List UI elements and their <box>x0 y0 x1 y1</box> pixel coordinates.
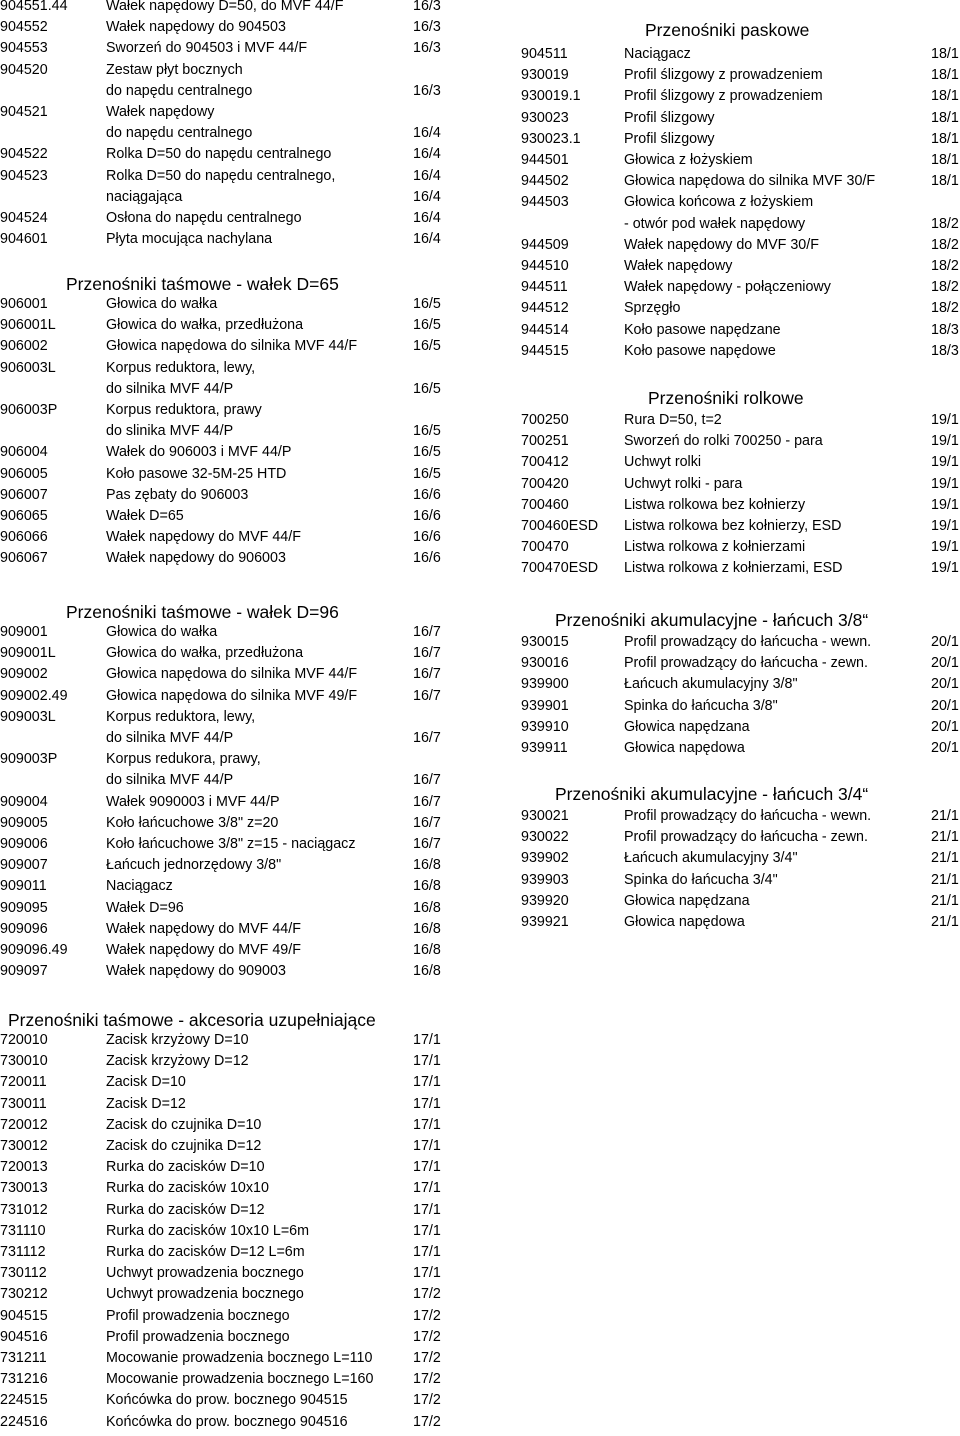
item-page-ref: 18/2 <box>931 300 959 317</box>
item-code: 731211 <box>0 1350 47 1366</box>
item-page-ref: 16/3 <box>413 40 441 57</box>
item-code: 730012 <box>0 1138 48 1154</box>
section-title: Przenośniki taśmowe - akcesoria uzupełniające <box>8 1010 376 1030</box>
item-description: Wałek napędowy - połączeniowy <box>624 279 831 296</box>
item-code: 909011 <box>0 878 47 895</box>
item-code: 944514 <box>521 321 569 338</box>
item-code: 904553 <box>0 40 48 57</box>
item-page-ref: 16/6 <box>413 550 441 567</box>
item-code: 730212 <box>0 1286 48 1303</box>
item-description: Sworzeń do rolki 700250 - para <box>624 433 823 450</box>
item-code: 939921 <box>521 914 569 930</box>
item-page-ref: 19/1 <box>931 560 959 577</box>
item-description: Listwa rolkowa z kołnierzami, ESD <box>624 560 843 577</box>
item-description: Wałek napędowy do 906003 <box>106 550 286 567</box>
item-description: Głowica napędowa do silnika MVF 44/F <box>106 338 358 355</box>
item-description: Końcówka do prow. bocznego 904516 <box>106 1413 348 1430</box>
item-description: Głowica końcowa z łożyskiem <box>624 194 814 211</box>
item-description: do silnika MVF 44/P <box>106 730 234 746</box>
item-code: 906001L <box>0 317 56 334</box>
item-description: Wałek napędowy <box>106 104 215 120</box>
item-code: 904523 <box>0 167 48 184</box>
item-description: Rura D=50, t=2 <box>624 412 722 428</box>
item-page-ref: 18/2 <box>931 236 959 253</box>
item-page-ref: 16/4 <box>413 188 441 205</box>
item-code: 904516 <box>0 1328 48 1345</box>
item-description: Profil ślizgowy <box>624 109 715 126</box>
item-page-ref: 16/3 <box>413 82 441 99</box>
item-page-ref: 17/2 <box>413 1413 441 1430</box>
item-page-ref: 16/5 <box>413 465 441 482</box>
item-code: 930015 <box>521 634 569 650</box>
item-code: 909003L <box>0 708 56 725</box>
item-code: 930019 <box>521 67 569 84</box>
item-page-ref: 16/3 <box>413 0 441 14</box>
item-description: Wałek napędowy <box>624 258 733 274</box>
item-code: 939903 <box>521 871 569 888</box>
item-description: Wałek napędowy do 909003 <box>106 963 286 980</box>
item-description: Koło pasowe napędowe <box>624 342 776 359</box>
item-description: Uchwyt prowadzenia bocznego <box>106 1286 304 1303</box>
item-code: 909004 <box>0 793 48 810</box>
item-code: 904521 <box>0 104 48 120</box>
item-code: 700412 <box>521 454 569 471</box>
item-page-ref: 17/1 <box>413 1265 441 1282</box>
item-code: 720011 <box>0 1074 47 1091</box>
item-description: Uchwyt rolki <box>624 454 702 471</box>
item-code: 700420 <box>521 475 569 492</box>
item-page-ref: 16/5 <box>413 296 441 312</box>
item-page-ref: 16/8 <box>413 878 441 895</box>
item-description: Profil prowadzenia bocznego <box>106 1307 290 1324</box>
item-page-ref: 16/7 <box>413 730 441 746</box>
item-code: 944511 <box>521 279 568 296</box>
item-page-ref: 18/3 <box>931 321 959 338</box>
item-code: 944502 <box>521 173 569 190</box>
item-description: Wałek napędowy D=50, do MVF 44/F <box>106 0 344 14</box>
item-description: Wałek 9090003 i MVF 44/P <box>106 793 280 810</box>
item-description: do silnika MVF 44/P <box>106 380 234 397</box>
item-description: Głowica napędowa <box>624 914 745 930</box>
item-page-ref: 21/1 <box>931 914 959 930</box>
item-code: 720013 <box>0 1159 48 1176</box>
section-title: Przenośniki taśmowe - wałek D=65 <box>66 274 339 294</box>
item-description: Łańcuch akumulacyjny 3/4" <box>624 850 798 867</box>
item-description: Rurka do zacisków D=10 <box>106 1159 265 1176</box>
item-description: Głowica napędowa <box>624 740 745 756</box>
item-description: Rurka do zacisków D=12 L=6m <box>106 1244 305 1260</box>
item-page-ref: 16/8 <box>413 857 441 874</box>
item-code: 939901 <box>521 697 569 714</box>
item-page-ref: 16/5 <box>413 380 441 397</box>
item-code: 909097 <box>0 963 48 980</box>
item-code: 909003P <box>0 751 58 768</box>
item-description: Profil ślizgowy z prowadzeniem <box>624 67 823 84</box>
item-description: Koło pasowe napędzane <box>624 321 781 338</box>
item-page-ref: 17/1 <box>413 1074 441 1091</box>
item-description: Uchwyt prowadzenia bocznego <box>106 1265 304 1282</box>
item-page-ref: 16/6 <box>413 529 441 546</box>
item-page-ref: 18/2 <box>931 279 959 296</box>
item-code: 730112 <box>0 1265 47 1282</box>
item-description: Łańcuch jednorzędowy 3/8" <box>106 857 282 874</box>
item-description: Profil prowadzący do łańcucha - wewn. <box>624 634 872 650</box>
item-page-ref: 16/8 <box>413 963 441 980</box>
item-page-ref: 18/1 <box>931 46 959 62</box>
item-description: Rurka do zacisków 10x10 L=6m <box>106 1222 310 1239</box>
item-code: 700470 <box>521 539 569 556</box>
item-code: 909096 <box>0 920 48 937</box>
item-code: 224516 <box>0 1413 48 1430</box>
item-code: 939900 <box>521 676 569 693</box>
item-code: 906065 <box>0 508 48 524</box>
item-page-ref: 17/1 <box>413 1095 441 1112</box>
item-description: do napędu centralnego <box>106 125 253 142</box>
item-description: Koło łańcuchowe 3/8" z=15 - naciągacz <box>106 836 356 852</box>
item-code: 700460ESD <box>521 518 599 534</box>
item-code: 930019.1 <box>521 88 581 105</box>
item-page-ref: 21/1 <box>931 829 959 846</box>
item-description: Sprzęgło <box>624 300 681 317</box>
item-code: 700470ESD <box>521 560 599 577</box>
item-code: 939920 <box>521 892 569 909</box>
section-title: Przenośniki akumulacyjne - łańcuch 3/4“ <box>555 784 869 804</box>
item-description: Głowica do wałka, przedłużona <box>106 645 304 662</box>
item-page-ref: 17/1 <box>413 1180 441 1197</box>
item-description: Zacisk krzyżowy D=12 <box>106 1053 249 1070</box>
item-page-ref: 19/1 <box>931 518 959 534</box>
item-description: Listwa rolkowa bez kołnierzy <box>624 496 806 513</box>
item-page-ref: 17/2 <box>413 1350 441 1366</box>
item-page-ref: 20/1 <box>931 697 959 714</box>
item-page-ref: 19/1 <box>931 433 959 450</box>
item-code: 731216 <box>0 1371 48 1388</box>
item-code: 909005 <box>0 814 48 831</box>
item-description: do slinika MVF 44/P <box>106 423 234 440</box>
item-page-ref: 19/1 <box>931 454 959 471</box>
item-page-ref: 17/2 <box>413 1328 441 1345</box>
item-page-ref: 17/2 <box>413 1392 441 1409</box>
item-page-ref: 16/4 <box>413 167 441 184</box>
item-page-ref: 16/7 <box>413 814 441 831</box>
item-page-ref: 16/7 <box>413 666 441 683</box>
item-code: 904551.44 <box>0 0 68 14</box>
item-description: Głowica napędowa do silnika MVF 30/F <box>624 173 876 190</box>
item-code: 906066 <box>0 529 48 546</box>
section-title: Przenośniki taśmowe - wałek D=96 <box>66 602 339 622</box>
item-page-ref: 18/2 <box>931 215 959 232</box>
item-description: Korpus redukora, prawy, <box>106 751 261 768</box>
section-title: Przenośniki rolkowe <box>648 388 804 408</box>
item-description: Głowica napędowa do silnika MVF 44/F <box>106 666 358 683</box>
item-page-ref: 16/5 <box>413 444 441 461</box>
item-page-ref: 16/4 <box>413 146 441 163</box>
item-description: Mocowanie prowadzenia bocznego L=160 <box>106 1371 374 1388</box>
item-page-ref: 17/1 <box>413 1159 441 1176</box>
item-page-ref: 18/2 <box>931 258 959 274</box>
item-page-ref: 17/1 <box>413 1053 441 1070</box>
item-page-ref: 16/6 <box>413 486 441 503</box>
item-description: Rolka D=50 do napędu centralnego, <box>106 167 336 184</box>
item-description: Wałek napędowy do 904503 <box>106 19 286 36</box>
item-description: Naciągacz <box>106 878 173 895</box>
item-page-ref: 16/8 <box>413 899 441 916</box>
item-page-ref: 16/8 <box>413 942 441 958</box>
item-description: Wałek napędowy do MVF 44/F <box>106 920 301 937</box>
item-code: 720012 <box>0 1116 48 1133</box>
item-description: Wałek do 906003 i MVF 44/P <box>106 444 292 461</box>
item-code: 720010 <box>0 1032 48 1048</box>
item-page-ref: 20/1 <box>931 676 959 693</box>
item-page-ref: 16/7 <box>413 793 441 810</box>
item-page-ref: 16/7 <box>413 687 441 704</box>
item-page-ref: 19/1 <box>931 475 959 492</box>
item-code: 904511 <box>521 46 568 62</box>
item-code: 930023 <box>521 109 569 126</box>
item-page-ref: 20/1 <box>931 655 959 672</box>
item-code: 930022 <box>521 829 569 846</box>
item-description: Profil ślizgowy <box>624 130 715 147</box>
item-code: 730011 <box>0 1095 47 1112</box>
item-description: Korpus reduktora, lewy, <box>106 359 256 376</box>
item-code: 906005 <box>0 465 48 482</box>
item-description: Głowica napędzana <box>624 718 750 735</box>
item-page-ref: 19/1 <box>931 539 959 556</box>
item-description: Głowica do wałka <box>106 296 218 312</box>
item-code: 731110 <box>0 1222 46 1239</box>
item-description: Sworzeń do 904503 i MVF 44/F <box>106 40 308 57</box>
item-page-ref: 17/2 <box>413 1371 441 1388</box>
item-description: Głowica do wałka, przedłużona <box>106 317 304 334</box>
item-page-ref: 16/5 <box>413 317 441 334</box>
item-description: Rolka D=50 do napędu centralnego <box>106 146 332 163</box>
item-code: 731012 <box>0 1201 48 1218</box>
item-code: 939911 <box>521 740 568 756</box>
item-code: 909002 <box>0 666 48 683</box>
item-description: Listwa rolkowa bez kołnierzy, ESD <box>624 518 842 534</box>
item-code: 939902 <box>521 850 569 867</box>
item-code: 700460 <box>521 496 569 513</box>
item-description: Koło pasowe 32-5M-25 HTD <box>106 465 287 482</box>
item-description: Koło łańcuchowe 3/8" z=20 <box>106 814 279 831</box>
item-description: Końcówka do prow. bocznego 904515 <box>106 1392 348 1409</box>
item-page-ref: 16/4 <box>413 210 441 226</box>
item-code: 730010 <box>0 1053 48 1070</box>
item-page-ref: 21/1 <box>931 850 959 867</box>
item-code: 904515 <box>0 1307 48 1324</box>
item-page-ref: 17/1 <box>413 1138 441 1154</box>
item-description: Naciągacz <box>624 46 691 62</box>
item-page-ref: 20/1 <box>931 634 959 650</box>
item-page-ref: 16/7 <box>413 624 441 640</box>
item-page-ref: 18/1 <box>931 173 959 190</box>
item-code: 930023.1 <box>521 130 581 147</box>
item-description: naciągająca <box>106 188 183 205</box>
item-page-ref: 17/1 <box>413 1201 441 1218</box>
item-page-ref: 18/1 <box>931 67 959 84</box>
item-page-ref: 18/1 <box>931 109 959 126</box>
item-page-ref: 20/1 <box>931 718 959 735</box>
item-page-ref: 18/3 <box>931 342 959 359</box>
item-page-ref: 16/4 <box>413 125 441 142</box>
item-code: 909001L <box>0 645 56 662</box>
item-description: do silnika MVF 44/P <box>106 772 234 789</box>
item-description: Głowica do wałka <box>106 624 218 640</box>
item-code: 906003P <box>0 402 58 418</box>
item-page-ref: 16/7 <box>413 772 441 789</box>
item-code: 944503 <box>521 194 569 211</box>
item-page-ref: 19/1 <box>931 496 959 513</box>
item-description: - otwór pod wałek napędowy <box>624 215 806 232</box>
item-description: Wałek D=96 <box>106 899 184 916</box>
item-code: 906007 <box>0 486 48 503</box>
item-page-ref: 18/1 <box>931 88 959 105</box>
item-page-ref: 16/5 <box>413 423 441 440</box>
item-code: 906067 <box>0 550 48 567</box>
item-description: Osłona do napędu centralnego <box>106 210 302 226</box>
item-description: Profil prowadzący do łańcucha - zewn. <box>624 655 868 672</box>
item-page-ref: 16/8 <box>413 920 441 937</box>
item-page-ref: 17/1 <box>413 1244 441 1260</box>
item-page-ref: 17/2 <box>413 1286 441 1303</box>
item-description: Wałek napędowy do MVF 30/F <box>624 236 819 253</box>
item-description: Rurka do zacisków 10x10 <box>106 1180 269 1197</box>
item-code: 944509 <box>521 236 569 253</box>
item-description: Zacisk do czujnika D=10 <box>106 1116 262 1133</box>
item-description: Głowica z łożyskiem <box>624 152 753 168</box>
item-page-ref: 17/1 <box>413 1222 441 1239</box>
item-code: 904522 <box>0 146 48 163</box>
item-description: Listwa rolkowa z kołnierzami <box>624 539 806 556</box>
item-code: 939910 <box>521 718 569 735</box>
item-code: 909002.49 <box>0 687 68 704</box>
item-description: Profil prowadzenia bocznego <box>106 1328 290 1345</box>
item-code: 700250 <box>521 412 569 428</box>
item-description: Zacisk D=12 <box>106 1095 186 1112</box>
item-code: 906002 <box>0 338 48 355</box>
item-code: 904524 <box>0 210 48 226</box>
item-description: Wałek napędowy do MVF 49/F <box>106 942 301 958</box>
item-page-ref: 21/1 <box>931 871 959 888</box>
item-description: Wałek napędowy do MVF 44/F <box>106 529 301 546</box>
item-code: 906003L <box>0 359 56 376</box>
item-code: 930021 <box>521 808 569 824</box>
item-code: 906004 <box>0 444 48 461</box>
item-page-ref: 16/4 <box>413 231 441 248</box>
item-page-ref: 17/1 <box>413 1116 441 1133</box>
item-page-ref: 20/1 <box>931 740 959 756</box>
item-code: 909001 <box>0 624 48 640</box>
item-description: Płyta mocująca nachylana <box>106 231 273 248</box>
item-description: Korpus reduktora, prawy <box>106 402 262 418</box>
item-page-ref: 17/2 <box>413 1307 441 1324</box>
item-page-ref: 21/1 <box>931 808 959 824</box>
item-code: 930016 <box>521 655 569 672</box>
item-description: Profil prowadzący do łańcucha - zewn. <box>624 829 868 846</box>
item-description: Zestaw płyt bocznych <box>106 61 243 78</box>
item-code: 906001 <box>0 296 48 312</box>
item-description: Rurka do zacisków D=12 <box>106 1201 265 1218</box>
item-page-ref: 16/5 <box>413 338 441 355</box>
item-description: do napędu centralnego <box>106 82 253 99</box>
item-code: 909007 <box>0 857 48 874</box>
item-code: 909095 <box>0 899 48 916</box>
item-code: 904520 <box>0 61 48 78</box>
section-title: Przenośniki akumulacyjne - łańcuch 3/8“ <box>555 610 869 630</box>
item-description: Zacisk do czujnika D=12 <box>106 1138 262 1154</box>
item-page-ref: 16/6 <box>413 508 441 524</box>
item-code: 700251 <box>521 433 569 450</box>
item-code: 730013 <box>0 1180 48 1197</box>
item-description: Zacisk krzyżowy D=10 <box>106 1032 249 1048</box>
item-code: 944510 <box>521 258 569 274</box>
item-page-ref: 16/7 <box>413 645 441 662</box>
item-page-ref: 19/1 <box>931 412 959 428</box>
item-description: Korpus reduktora, lewy, <box>106 708 256 725</box>
item-description: Profil prowadzący do łańcucha - wewn. <box>624 808 872 824</box>
item-page-ref: 18/1 <box>931 152 959 168</box>
item-code: 909096.49 <box>0 942 68 958</box>
item-description: Uchwyt rolki - para <box>624 475 743 492</box>
item-description: Głowica napędowa do silnika MVF 49/F <box>106 687 358 704</box>
item-description: Spinka do łańcucha 3/4" <box>624 871 778 888</box>
item-page-ref: 16/3 <box>413 19 441 36</box>
item-description: Wałek D=65 <box>106 508 184 524</box>
item-description: Mocowanie prowadzenia bocznego L=110 <box>106 1350 373 1366</box>
item-code: 904552 <box>0 19 48 36</box>
item-description: Łańcuch akumulacyjny 3/8" <box>624 676 798 693</box>
item-code: 944515 <box>521 342 569 359</box>
item-description: Zacisk D=10 <box>106 1074 186 1091</box>
item-page-ref: 18/1 <box>931 130 959 147</box>
item-page-ref: 17/1 <box>413 1032 441 1048</box>
item-code: 944501 <box>521 152 569 168</box>
item-page-ref: 16/7 <box>413 836 441 852</box>
item-description: Spinka do łańcucha 3/8" <box>624 697 778 714</box>
item-code: 731112 <box>0 1244 46 1260</box>
section-title: Przenośniki paskowe <box>645 20 810 40</box>
item-description: Pas zębaty do 906003 <box>106 486 249 503</box>
item-code: 904601 <box>0 231 48 248</box>
item-code: 909006 <box>0 836 48 852</box>
item-description: Głowica napędzana <box>624 892 750 909</box>
item-description: Profil ślizgowy z prowadzeniem <box>624 88 823 105</box>
item-code: 944512 <box>521 300 569 317</box>
item-code: 224515 <box>0 1392 48 1409</box>
item-page-ref: 21/1 <box>931 892 959 909</box>
